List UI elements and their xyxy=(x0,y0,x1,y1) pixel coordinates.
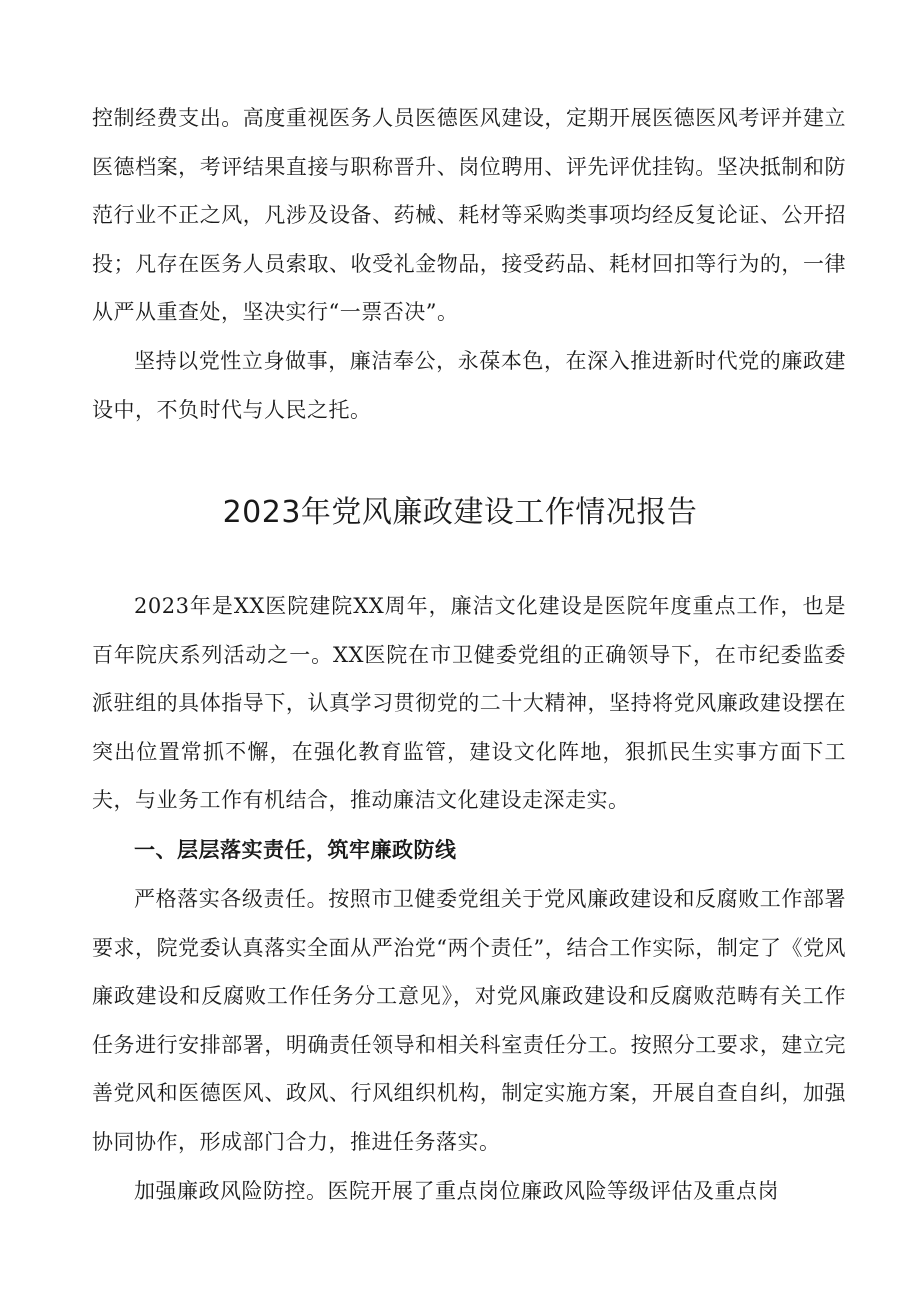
upper-text-block xyxy=(92,94,846,434)
section-1-heading: 一、层层落实责任，筑牢廉政防线 xyxy=(134,837,457,862)
section-1-paragraph-1: 严格落实各级责任。按照市卫健委党组关于党风廉政建设和反腐败工作部署要求，院党委认真落实全面从严治党“两个责任”，结合工作实际，制定了《党风廉政建设和反腐败工作任务分工意见》，对党风廉政建设和反腐败范畴有关工作任务进行安排部署，明确责任领导和相关科室责任分工。按照分工要求，建立完善党风和医德医风、政风、行风组织机构，制定实施方案，开展自查自纠，加强协同协作，形成部门合力，推进任务落实。 xyxy=(92,886,846,1154)
report-title: 2023年党风廉政建设工作情况报告 xyxy=(222,495,698,530)
continued-paragraph: 控制经费支出。高度重视医务人员医德医风建设，定期开展医德医风考评并建立医德档案，考评结果直接与职称晋升、岗位聘用、评先评优挂钩。坚决抵制和防范行业不正之风，凡涉及设备、药械、耗材等采购类事项均经反复论证、公开招投；凡存在医务人员索取、收受礼金物品，接受药品、耗材回扣等行为的，一律从严从重查处，坚决实行“一票否决”。 xyxy=(92,106,846,325)
report-body xyxy=(92,582,846,1215)
intro-paragraph: 2023年是XX医院建院XX周年，廉洁文化建设是医院年度重点工作，也是百年院庆系列活动之一。XX医院在市卫健委党组的正确领导下，在市纪委监委派驻组的具体指导下，认真学习贯彻党的二十大精神，坚持将党风廉政建设摆在突出位置常抓不懈，在强化教育监管，建设文化阵地，狠抓民生实事方面下工夫，与业务工作有机结合，推动廉洁文化建设走深走实。 xyxy=(92,594,846,813)
section-1-paragraph-2: 加强廉政风险防控。医院开展了重点岗位廉政风险等级评估及重点岗 xyxy=(134,1178,779,1203)
closing-paragraph: 坚持以党性立身做事，廉洁奉公，永葆本色，在深入推进新时代党的廉政建设中，不负时代与人民之托。 xyxy=(92,348,846,422)
